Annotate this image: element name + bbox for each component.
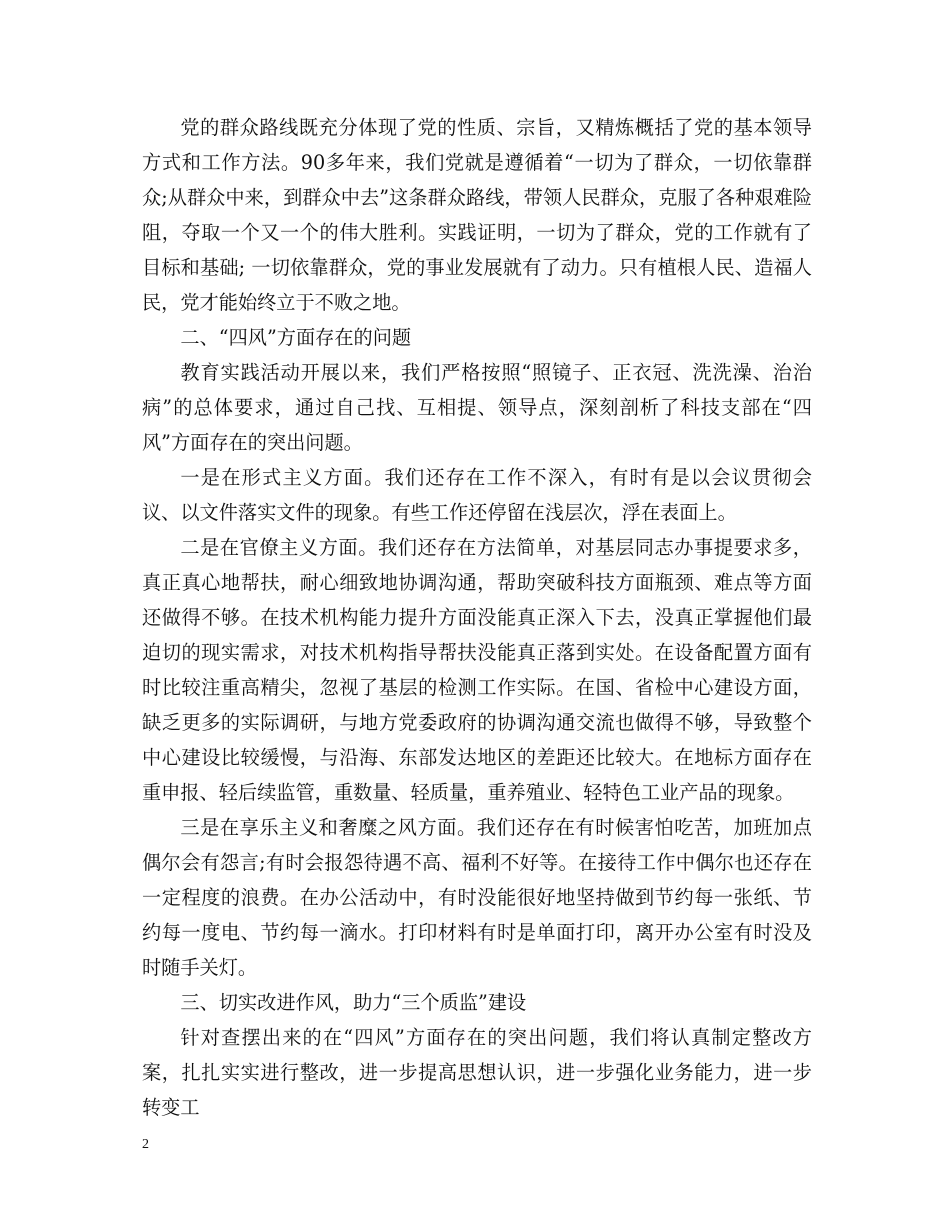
paragraph-rectification: 针对查摆出来的在“四风”方面存在的突出问题，我们将认真制定整改方案，扎扎实实进行整改，进一步提高思想认识，进一步强化业务能力，进一步转变工 xyxy=(142,1026,812,1119)
paragraph-formalism: 一是在形式主义方面。我们还存在工作不深入，有时有是以会议贯彻会议、以文件落实文件的现象。有些工作还停留在浅层次，浮在表面上。 xyxy=(142,466,812,524)
paragraph-hedonism: 三是在享乐主义和奢糜之风方面。我们还存在有时候害怕吃苦，加班加点偶尔会有怨言;有时会报怨待遇不高、福利不好等。在接待工作中偶尔也还存在一定程度的浪费。在办公活动中，有时没能很好地坚持做到节约每一张纸、节约每一度电、节约每一滴水。打印材料有时是单面打印，离开办公室有时没及时随手关灯。 xyxy=(142,816,812,979)
paragraph-practice: 教育实践活动开展以来，我们严格按照“照镜子、正衣冠、洗洗澡、治治病”的总体要求，通过自己找、互相提、领导点，深刻剖析了科技支部在“四风”方面存在的突出问题。 xyxy=(142,361,812,454)
section-heading-two: 二、“四风”方面存在的问题 xyxy=(180,326,412,349)
document-body xyxy=(142,110,812,1125)
section-heading-three: 三、切实改进作风，助力“三个质监”建设 xyxy=(180,991,527,1014)
paragraph-bureaucracy: 二是在官僚主义方面。我们还存在方法简单，对基层同志办事提要求多，真正真心地帮扶，耐心细致地协调沟通，帮助突破科技方面瓶颈、难点等方面还做得不够。在技术机构能力提升方面没能真正深入下去，没真正掌握他们最迫切的现实需求，对技术机构指导帮扶没能真正落到实处。在设备配置方面有时比较注重高精尖，忽视了基层的检测工作实际。在国、省检中心建设方面，缺乏更多的实际调研，与地方党委政府的协调沟通交流也做得不够，导致整个中心建设比较缓慢，与沿海、东部发达地区的差距还比较大。在地标方面存在重申报、轻后续监管，重数量、轻质量，重养殖业、轻特色工业产品的现象。 xyxy=(142,536,812,804)
page-number: 2 xyxy=(142,1137,149,1152)
paragraph-intro: 党的群众路线既充分体现了党的性质、宗旨，又精炼概括了党的基本领导方式和工作方法。90多年来，我们党就是遵循着“一切为了群众，一切依靠群众;从群众中来，到群众中去”这条群众路线，带领人民群众，克服了各种艰难险阻，夺取一个又一个的伟大胜利。实践证明，一切为了群众，党的工作就有了目标和基础; 一切依靠群众，党的事业发展就有了动力。只有植根人民、造福人民，党才能始终立于不败之地。 xyxy=(142,116,812,314)
